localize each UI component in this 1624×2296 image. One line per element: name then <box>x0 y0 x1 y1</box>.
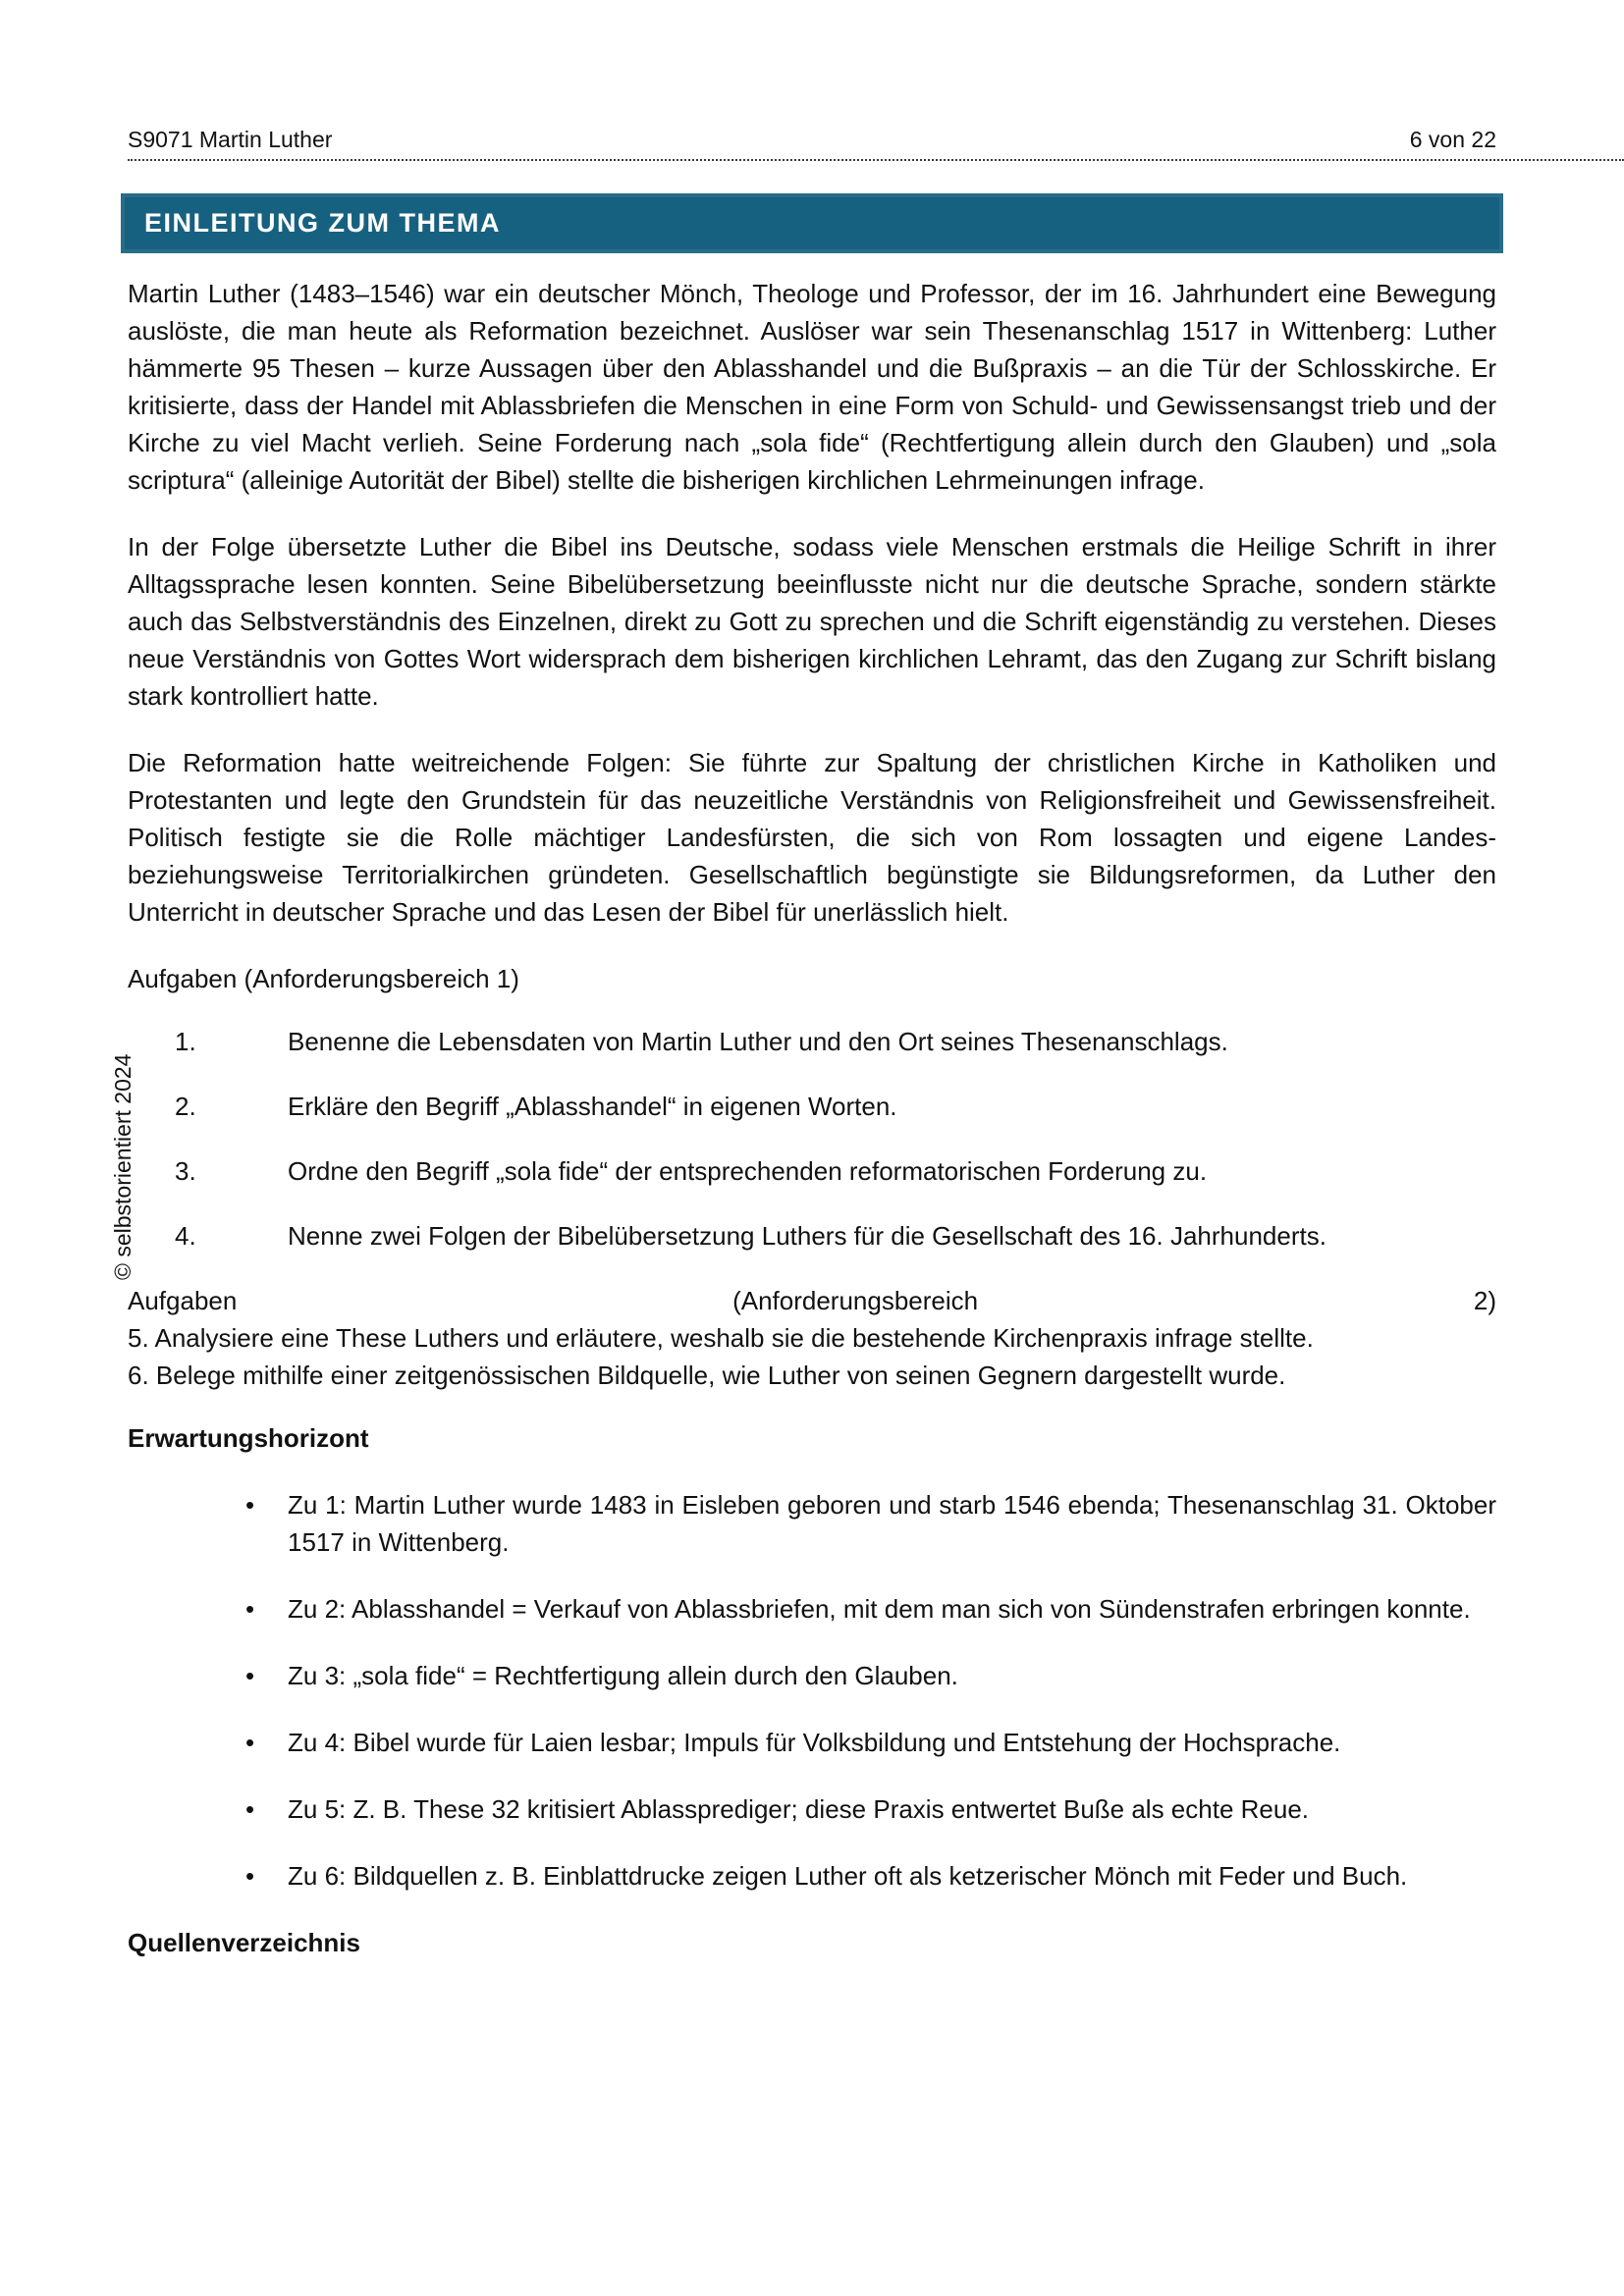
task-item-4 <box>128 1217 1496 1255</box>
expectation-item-4-text: Zu 4: Bibel wurde für Laien lesbar; Impuls für Volksbildung und Entstehung der Hochsprache. <box>288 1728 1341 1757</box>
task-item-2-text: Erkläre den Begriff „Ablasshandel“ in eigenen Worten. <box>288 1092 897 1121</box>
expectation-item-4 <box>128 1724 1496 1761</box>
section-banner <box>121 193 1503 253</box>
task-item-3-number: 3. <box>175 1156 196 1186</box>
header-document-code: S9071 Martin Luther <box>128 127 333 152</box>
bullet-icon: • <box>245 1490 255 1520</box>
tasks2-heading-word-1: Aufgaben <box>128 1286 238 1315</box>
header-dotted-rule <box>128 159 1624 161</box>
bullet-icon: • <box>245 1861 255 1891</box>
expectation-item-1-text: Zu 1: Martin Luther wurde 1483 in Eisleben geboren und starb 1546 ebenda; Thesenanschlag 31. Oktober 1517 in Wittenberg. <box>288 1490 1496 1557</box>
bullet-icon: • <box>245 1661 255 1690</box>
bullet-icon: • <box>245 1594 255 1624</box>
expectation-item-3-text: Zu 3: „sola fide“ = Rechtfertigung allein durch den Glauben. <box>288 1661 958 1690</box>
task-item-2 <box>128 1088 1496 1125</box>
expectation-item-5 <box>128 1790 1496 1828</box>
expectation-item-2 <box>128 1590 1496 1628</box>
task-item-1 <box>128 1023 1496 1060</box>
tasks2-heading-word-3: 2) <box>1473 1286 1496 1315</box>
expectations-heading: Erwartungshorizont <box>128 1423 369 1453</box>
document-body <box>128 275 1496 1961</box>
bullet-icon: • <box>245 1794 255 1824</box>
expectation-item-6 <box>128 1857 1496 1895</box>
tasks1-heading: Aufgaben (Anforderungsbereich 1) <box>128 964 519 993</box>
intro-paragraph-3: Die Reformation hatte weitreichende Folgen: Sie führte zur Spaltung der christlichen Kirche in Katholiken und Protestanten und legte den Grundstein für das neuzeitliche Verständnis von Religionsfreiheit und Gewissensfreiheit. Politisch festigte sie die Rolle mächtiger Landesfürsten, die sich von Rom lossagten und eigene Landes- beziehungsweise Territorialkirchen gründeten. Gesellschaftlich begünstigte sie Bildungsreformen, da Luther den Unterricht in deutscher Sprache und das Lesen der Bibel für unerlässlich hielt. <box>128 748 1496 927</box>
expectation-item-6-text: Zu 6: Bildquellen z. B. Einblattdrucke zeigen Luther oft als ketzerischer Mönch mit Feder und Buch. <box>288 1861 1408 1891</box>
task-item-6: 6. Belege mithilfe einer zeitgenössischen Bildquelle, wie Luther von seinen Gegnern dargestellt wurde. <box>128 1361 1286 1390</box>
task-item-3 <box>128 1152 1496 1190</box>
expectation-item-5-text: Zu 5: Z. B. These 32 kritisiert Ablassprediger; diese Praxis entwertet Buße als echte Reue. <box>288 1794 1310 1824</box>
page-header <box>128 126 1496 153</box>
expectation-item-1 <box>128 1486 1496 1561</box>
tasks2-heading <box>128 1282 1496 1319</box>
intro-paragraph-2: In der Folge übersetzte Luther die Bibel ins Deutsche, sodass viele Menschen erstmals die Heilige Schrift in ihrer Alltagssprache lesen konnten. Seine Bibelübersetzung beeinflusste nicht nur die deutsche Sprache, sondern stärkte auch das Selbstverständnis des Einzelnen, direkt zu Gott zu sprechen und die Schrift eigenständig zu verstehen. Dieses neue Verständnis von Gottes Wort widersprach dem bisherigen kirchlichen Lehramt, das den Zugang zur Schrift bislang stark kontrolliert hatte. <box>128 532 1496 711</box>
copyright-vertical-text: © selbstorientiert 2024 <box>110 1053 135 1280</box>
intro-paragraph-1: Martin Luther (1483–1546) war ein deutscher Mönch, Theologe und Professor, der im 16. Jahrhundert eine Bewegung auslöste, die man heute als Reformation bezeichnet. Auslöser war sein Thesenanschlag 1517 in Wittenberg: Luther hämmerte 95 Thesen – kurze Aussagen über den Ablasshandel und die Bußpraxis – an die Tür der Schlosskirche. Er kritisierte, dass der Handel mit Ablassbriefen die Menschen in eine Form von Schuld- und Gewissensangst trieb und der Kirche zu viel Macht verlieh. Seine Forderung nach „sola fide“ (Rechtfertigung allein durch den Glauben) und „sola scriptura“ (alleinige Autorität der Bibel) stellte die bisherigen kirchlichen Lehrmeinungen infrage. <box>128 279 1496 495</box>
bullet-icon: • <box>245 1728 255 1757</box>
expectation-item-2-text: Zu 2: Ablasshandel = Verkauf von Ablassbriefen, mit dem man sich von Sündenstrafen erbringen konnte. <box>288 1594 1471 1624</box>
tasks2-heading-word-2: (Anforderungsbereich <box>732 1286 979 1315</box>
task-item-4-number: 4. <box>175 1221 196 1251</box>
task-item-1-number: 1. <box>175 1027 196 1056</box>
tasks2-block <box>128 1282 1496 1394</box>
sources-heading: Quellenverzeichnis <box>128 1928 360 1957</box>
task-item-1-text: Benenne die Lebensdaten von Martin Luther und den Ort seines Thesenanschlags. <box>288 1027 1228 1056</box>
header-page-number: 6 von 22 <box>1409 127 1496 152</box>
section-banner-title: EINLEITUNG ZUM THEMA <box>144 208 501 238</box>
task-item-3-text: Ordne den Begriff „sola fide“ der entsprechenden reformatorischen Forderung zu. <box>288 1156 1208 1186</box>
expectation-item-3 <box>128 1657 1496 1694</box>
task-item-2-number: 2. <box>175 1092 196 1121</box>
task-item-4-text: Nenne zwei Folgen der Bibelübersetzung Luthers für die Gesellschaft des 16. Jahrhunderts. <box>288 1221 1326 1251</box>
task-item-5: 5. Analysiere eine These Luthers und erläutere, weshalb sie die bestehende Kirchenpraxis infrage stellte. <box>128 1323 1314 1353</box>
